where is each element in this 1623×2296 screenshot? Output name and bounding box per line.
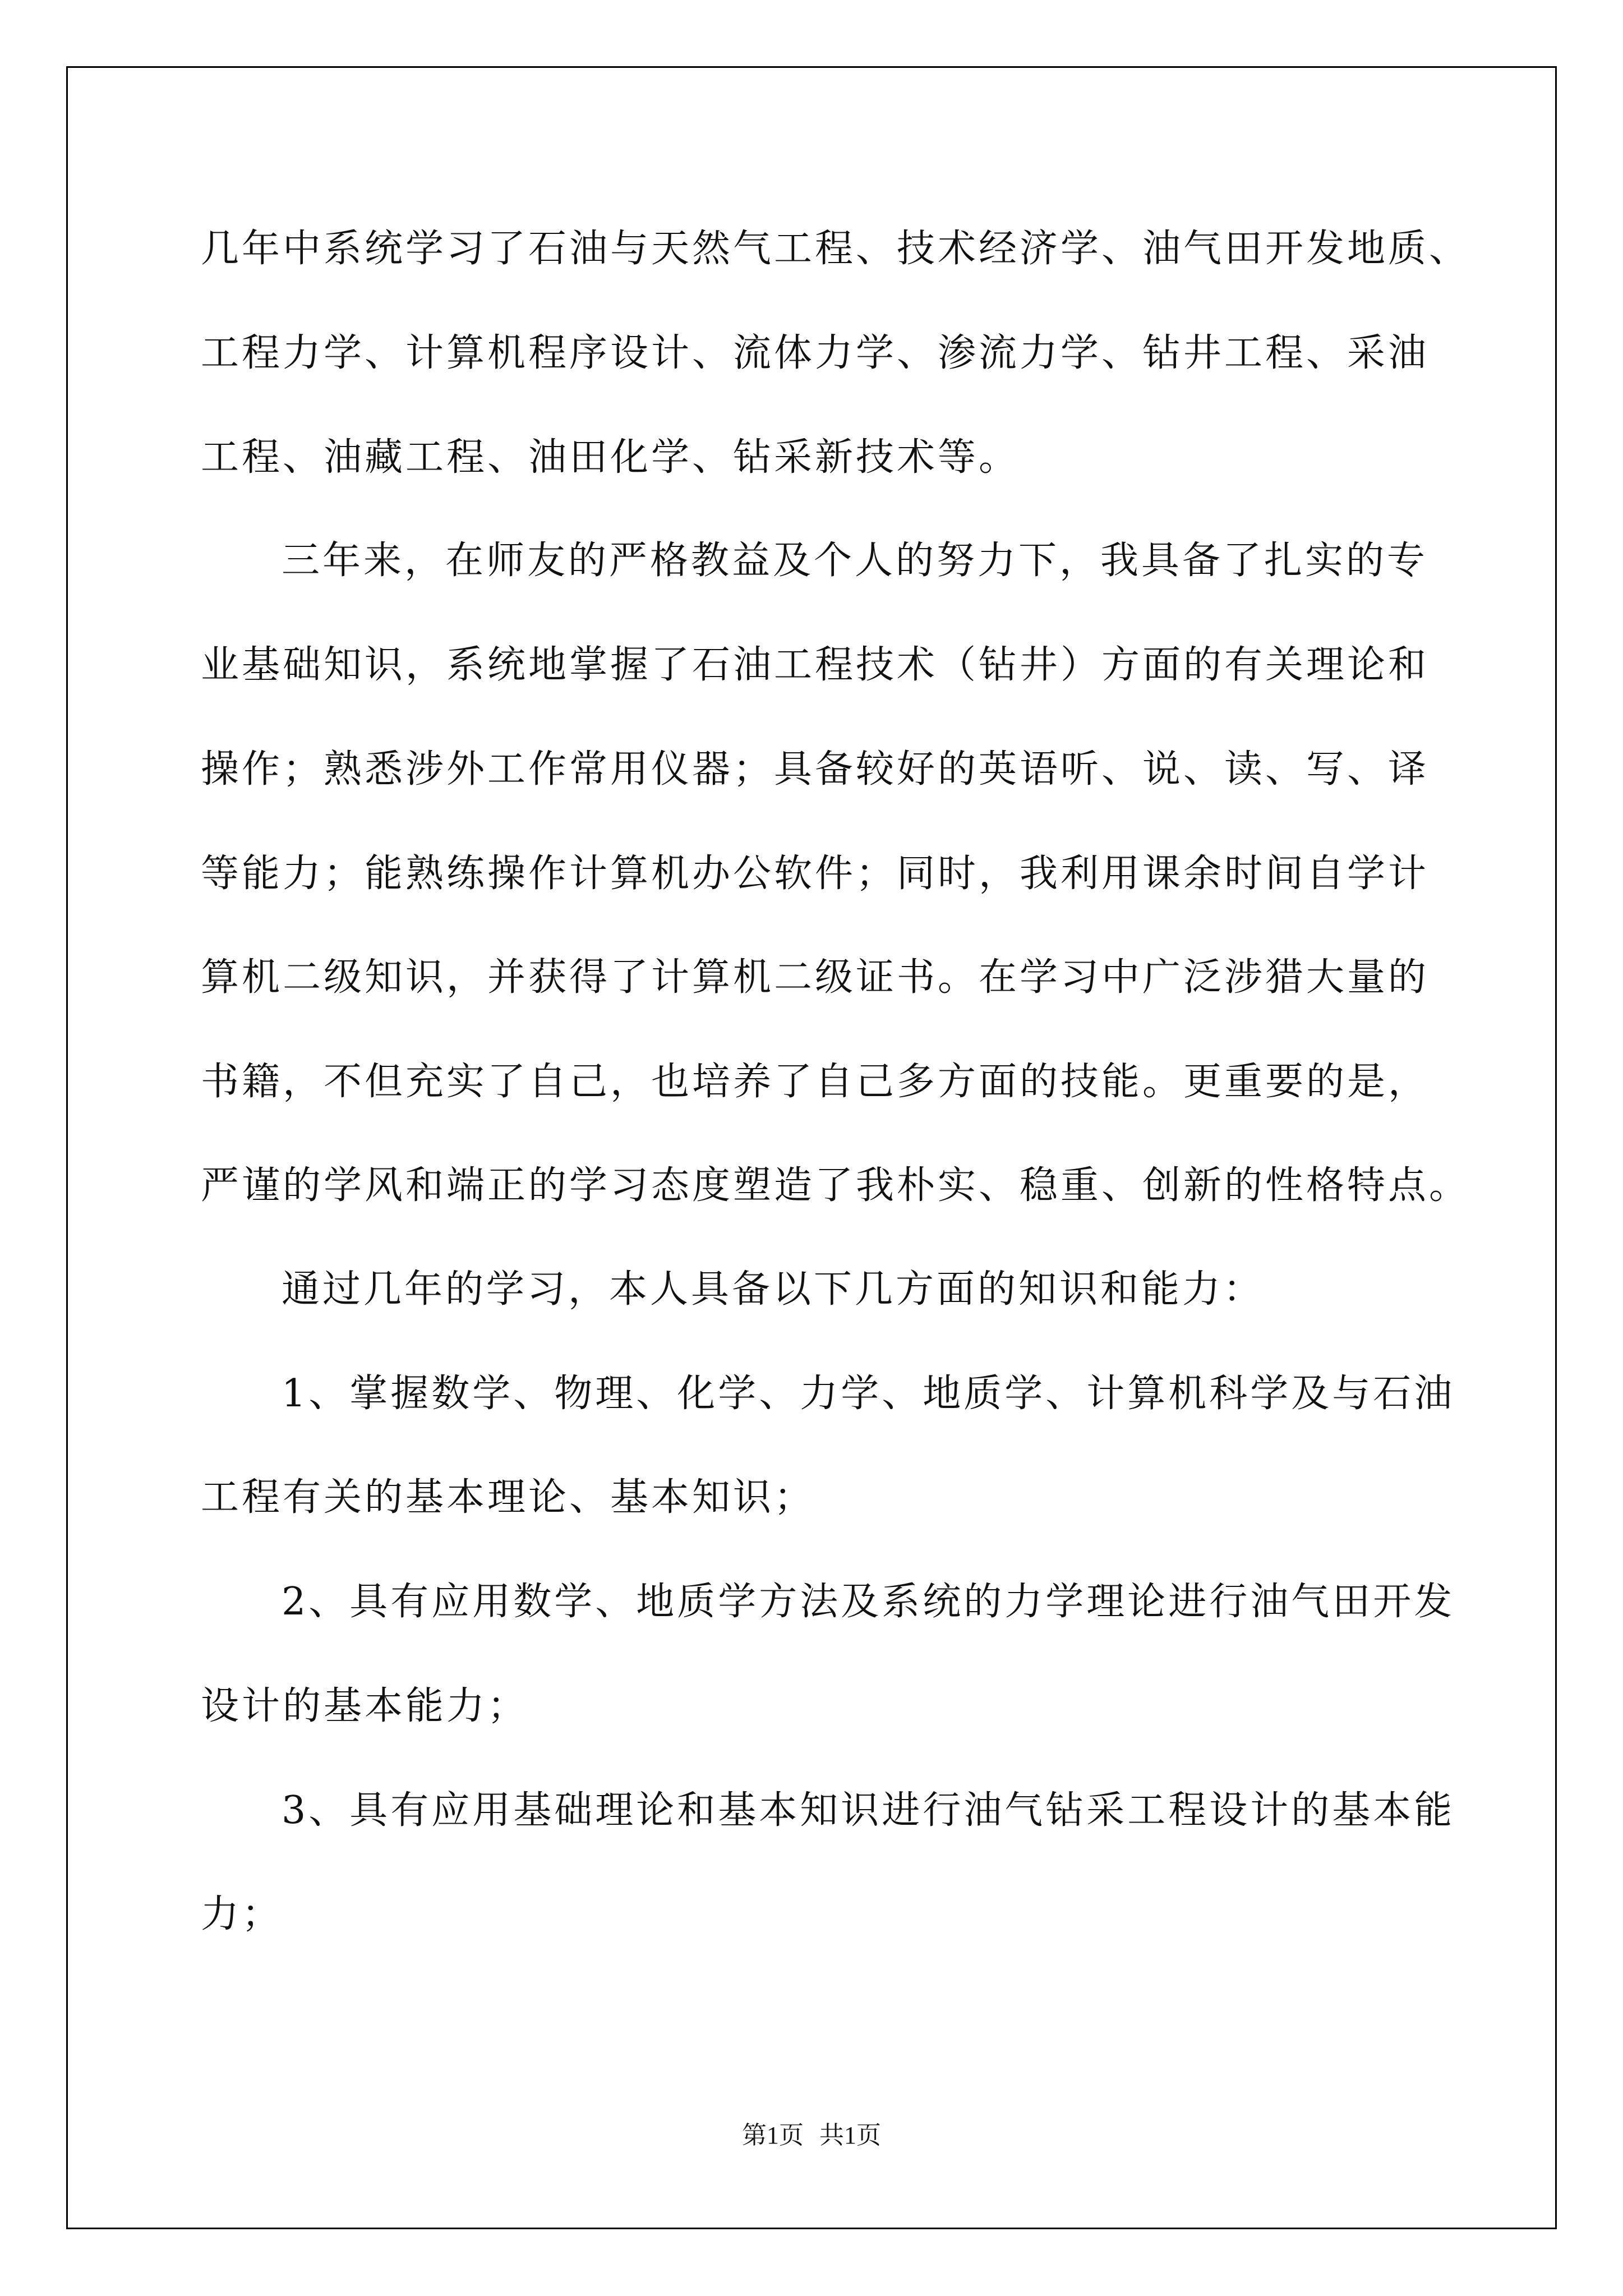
page-number-total: 共1页	[819, 2122, 881, 2149]
text-line: 工程力学、计算机程序设计、流体力学、渗流力学、钻井工程、采油	[201, 331, 1430, 375]
text-line: 1、掌握数学、物理、化学、力学、地质学、计算机科学及与石油	[282, 1372, 1455, 1416]
text-line: 力；	[201, 1892, 283, 1936]
text-line: 通过几年的学习，本人具备以下几方面的知识和能力：	[282, 1267, 1265, 1312]
text-line: 设计的基本能力；	[201, 1684, 529, 1728]
text-line: 2、具有应用数学、地质学方法及系统的力学理论进行油气田开发	[282, 1580, 1455, 1624]
text-line: 书籍，不但充实了自己，也培养了自己多方面的技能。更重要的是，	[201, 1060, 1430, 1104]
text-line: 三年来，在师友的严格教益及个人的努力下，我具备了扎实的专	[282, 539, 1428, 583]
text-line: 业基础知识，系统地掌握了石油工程技术（钻井）方面的有关理论和	[201, 643, 1430, 687]
page-border	[66, 66, 1557, 2229]
page-footer	[0, 2123, 1623, 2148]
text-line: 算机二级知识，并获得了计算机二级证书。在学习中广泛涉猎大量的	[201, 955, 1430, 1000]
text-line: 严谨的学风和端正的学习态度塑造了我朴实、稳重、创新的性格特点。	[201, 1163, 1470, 1208]
text-line: 工程有关的基本理论、基本知识；	[201, 1475, 815, 1520]
text-line: 工程、油藏工程、油田化学、钻采新技术等。	[201, 435, 1020, 480]
text-line: 等能力；能熟练操作计算机办公软件；同时，我利用课余时间自学计	[201, 852, 1430, 896]
text-line: 几年中系统学习了石油与天然气工程、技术经济学、油气田开发地质、	[201, 227, 1470, 271]
text-line: 3、具有应用基础理论和基本知识进行油气钻采工程设计的基本能	[282, 1788, 1455, 1833]
page-number-current: 第1页	[742, 2122, 804, 2149]
text-line: 操作；熟悉涉外工作常用仪器；具备较好的英语听、说、读、写、译	[201, 747, 1430, 792]
